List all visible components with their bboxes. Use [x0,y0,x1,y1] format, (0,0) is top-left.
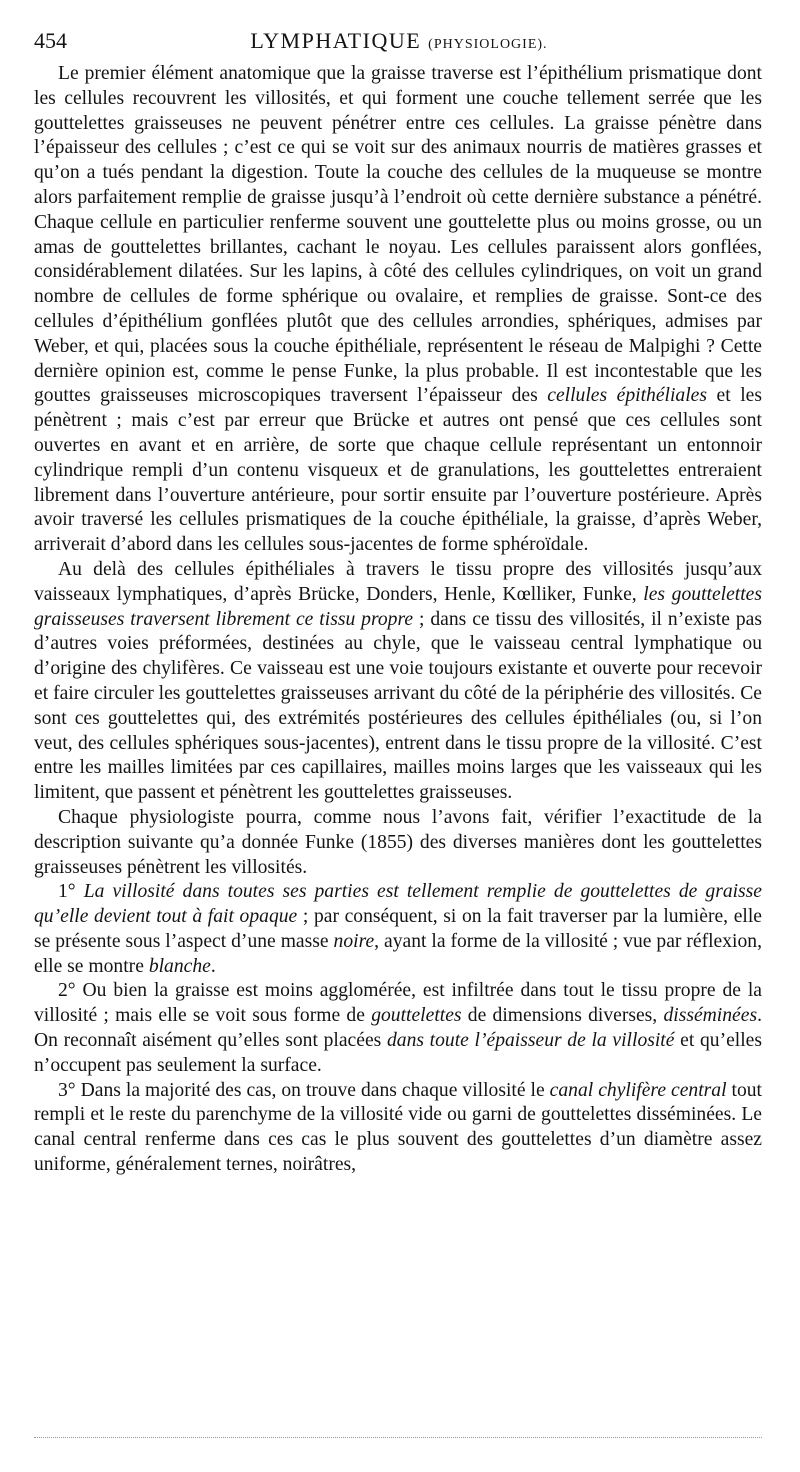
italic-run: les gouttelettes graisseuses traversent librement ce tissu propre [34,583,762,630]
paragraph [34,880,762,979]
italic-run: dans toute l’épaisseur de la villosité [386,1030,675,1052]
running-title-main: LYMPHATIQUE [250,28,422,53]
text-run: 1° [58,881,84,903]
italic-run: noire [333,930,375,952]
text-run: et qu’elles n’occupent pas seulement la surface. [34,1030,762,1076]
italic-run: cellules épithéliales [547,385,707,407]
text-run: ; dans ce tissu des villosités, il n’existe pas d’autres voies préformées, destinées au chyle, que le vaisseau central lymphatique ou d’origine des chylifères. Ce vaisseau est une voie toujours existante et ouverte pour recevoir et faire circuler les gouttelettes graisseuses arrivant du côté de la périphérie des villosités. Ce sont ces gouttelettes qui, des extrémités postérieures des cellules épithéliales (ou, si l’on veut, des cellules sphériques sous-jacentes), entrent dans le tissu propre de la villosité. C’est entre les mailles limitées par ces capillaires, mailles moins larges que les vaisseaux qui les limitent, que passent et pénètrent les gouttelettes graisseuses. [34,608,762,804]
text-run: de dimensions diverses, [461,1005,664,1027]
text-run: Au delà des cellules épithéliales à travers le tissu propre des villosités jusqu’aux vaisseaux lymphatiques, d’après Brücke, Donders, Henle, Kœlliker, Funke, [34,558,762,605]
paragraph [34,558,762,806]
text-run: . [210,955,216,977]
paragraph [34,979,762,1078]
text-run: . On reconnaît aisément qu’elles sont placées [34,1005,762,1052]
italic-run: gouttelettes [371,1005,462,1027]
body-text [34,62,762,1178]
text-run: , ayant la forme de la villosité ; vue par réflexion, elle se montre [34,930,762,977]
paragraph [34,1079,762,1178]
running-title [34,28,764,54]
text-run: ; par conséquent, si on la fait traverser par la lumière, elle se présente sous l’aspect d’une masse [34,906,762,952]
page-header [34,28,764,64]
text-run: Le premier élément anatomique que la graisse traverse est l’épithélium prismatique dont les cellules recouvrent les villosités, et qui forment une couche tellement serrée que les gouttelettes graisseuses ne peuvent pénétrer entre ces cellules. La graisse pénètre dans l’épaisseur des cellules ; c’est ce qui se voit sur des animaux nourris de matières grasses et qu’on a tués pendant la digestion. Toute la couche des cellules de la muqueuse se montre alors parfaitement remplie de graisse jusqu’à l’endroit où cette dernière substance a pénétré. Chaque cellule en particulier renferme souvent une gouttelette plus ou moins grosse, ou un amas de gouttelettes brillantes, cachant le noyau. Les cellules paraissent alors gonflées, considérablement dilatées. Sur les lapins, à côté des cellules cylindriques, on voit un grand nombre de cellules de forme sphérique ou ovalaire, et remplies de graisse. Sont-ce des cellules d’épithélium gonflées plutôt que des cellules arrondies, sphériques, admises par Weber, et qui, placées sous la couche épithéliale, représentent le réseau de Malpighi ? Cette dernière opinion est, comme le pense Funke, la plus probable. Il est incontestable que les gouttes graisseuses microscopiques traversent l’épaisseur des [34,63,762,407]
text-run: et les pénètrent ; mais c’est par erreur que Brücke et autres ont pensé que ces cellules sont ouvertes en avant et en arrière, de sorte que chaque cellule représentant un entonnoir cylindrique rempli d’un contenu visqueux et de granulations, les gouttelettes entreraient librement dans l’ouverture antérieure, pour sortir ensuite par l’ouverture postérieure. Après avoir traversé les cellules prismatiques de la couche épithéliale, la graisse, d’après Weber, arriverait d’abord dans les cellules sous-jacentes de forme sphéroïdale. [34,385,762,556]
italic-run: blanche [148,955,211,977]
text-run: 3° Dans la majorité des cas, on trouve dans chaque villosité le [58,1079,550,1101]
paragraph [34,806,762,880]
italic-run: canal chylifère central [549,1079,727,1101]
footer-rule [34,1437,762,1438]
text-run: tout rempli et le reste du parenchyme de la villosité vide ou garni de gouttelettes disséminées. Le canal central renferme dans ces cas le plus souvent des gouttelettes d’un diamètre assez uniforme, généralement ternes, noirâtres, [34,1079,762,1176]
italic-run: La villosité dans toutes ses parties est tellement remplie de gouttelettes de graisse qu’elle devient tout à fait opaque [34,881,763,928]
running-title-sub: (PHYSIOLOGIE). [428,37,548,52]
text-run: 2° Ou bien la graisse est moins agglomérée, est infiltrée dans tout le tissu propre de la villosité ; mais elle se voit sous forme de [34,980,762,1027]
italic-run: disséminées [663,1005,758,1027]
paragraph [34,62,762,558]
text-run: Chaque physiologiste pourra, comme nous l’avons fait, vérifier l’exactitude de la description suivante qu’a donnée Funke (1855) des diverses manières dont les gouttelettes graisseuses pénètrent les villosités. [34,806,762,878]
page-number: 454 [34,28,67,53]
